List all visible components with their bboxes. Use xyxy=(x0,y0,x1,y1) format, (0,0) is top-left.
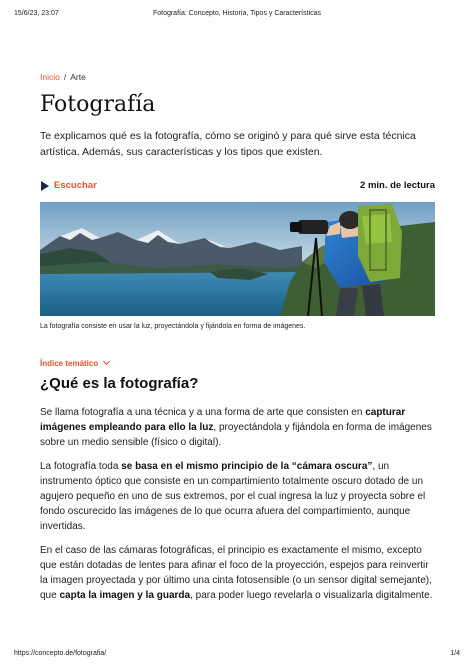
breadcrumb xyxy=(40,72,86,82)
listen-button[interactable]: Escuchar xyxy=(54,180,97,191)
paragraph-bold: capta la imagen y la guarda xyxy=(59,590,191,601)
paragraph-cameras xyxy=(40,543,435,603)
page-title: Fotografía xyxy=(40,92,156,117)
paragraph-text: La fotografía toda xyxy=(40,461,122,472)
paragraph-bold: se basa en el mismo principio de la “cámara oscura” xyxy=(121,461,373,472)
breadcrumb-home-link[interactable]: Inicio xyxy=(40,72,60,82)
paragraph-text: , proyectándola y fijándola en forma de imágenes sobre un medio sensible (físico o digital). xyxy=(40,422,432,448)
paragraph-text: En el caso de las cámaras fotográficas, el principio es exactamente el mismo, excepto que están dotadas de lentes para afinar el foco de la proyección, espejos para reinvertir la imagen proyectada y por último una cinta fotosensible (o un sensor digital semejante), que xyxy=(40,545,432,601)
breadcrumb-current-link[interactable]: Arte xyxy=(70,72,86,82)
toc-toggle[interactable] xyxy=(40,353,109,368)
print-footer xyxy=(0,650,474,662)
reading-time: 2 min. de lectura xyxy=(360,180,435,191)
print-document-title: Fotografía: Concepto, Historia, Tipos y Características xyxy=(152,10,322,17)
paragraph-text: , para poder luego revelarla o visualizarla digitalmente. xyxy=(190,590,433,601)
image-caption: La fotografía consiste en usar la luz, proyectándola y fijándola en forma de imágenes. xyxy=(40,323,306,330)
print-url: https://concepto.de/fotografia/ xyxy=(14,650,107,657)
toc-label[interactable]: Índice temático xyxy=(40,359,99,368)
page-number: 1/4 xyxy=(450,650,460,657)
listen-row xyxy=(40,179,435,193)
article-lead: Te explicamos qué es la fotografía, cómo se originó y para qué sirve esta técnica artística. Además, sus características y los tipos que existen. xyxy=(40,130,416,158)
hero-image xyxy=(40,202,435,316)
print-date: 15/6/23, 23:07 xyxy=(14,10,59,17)
play-icon[interactable] xyxy=(41,181,49,191)
paragraph-definition xyxy=(40,405,435,450)
paragraph-bold: capturar imágenes empleando para ello la luz xyxy=(40,407,406,433)
paragraph-camera-obscura xyxy=(40,459,435,534)
breadcrumb-separator: / xyxy=(63,72,67,82)
paragraph-text: Se llama fotografía a una técnica y a una forma de arte que consisten en xyxy=(40,407,366,418)
paragraph-text: , un instrumento óptico que consiste en un compartimiento totalmente oscuro dotado de un agujero pequeño en uno de sus extremos, por el cual ingresa la luz y proyecta sobre el fondo oscurecido las imágenes de lo que ocurra afuera del compartimiento, aunque invertidas. xyxy=(40,461,426,532)
section-title: ¿Qué es la fotografía? xyxy=(40,375,199,392)
print-header xyxy=(0,10,474,22)
chevron-down-icon[interactable] xyxy=(103,358,110,365)
